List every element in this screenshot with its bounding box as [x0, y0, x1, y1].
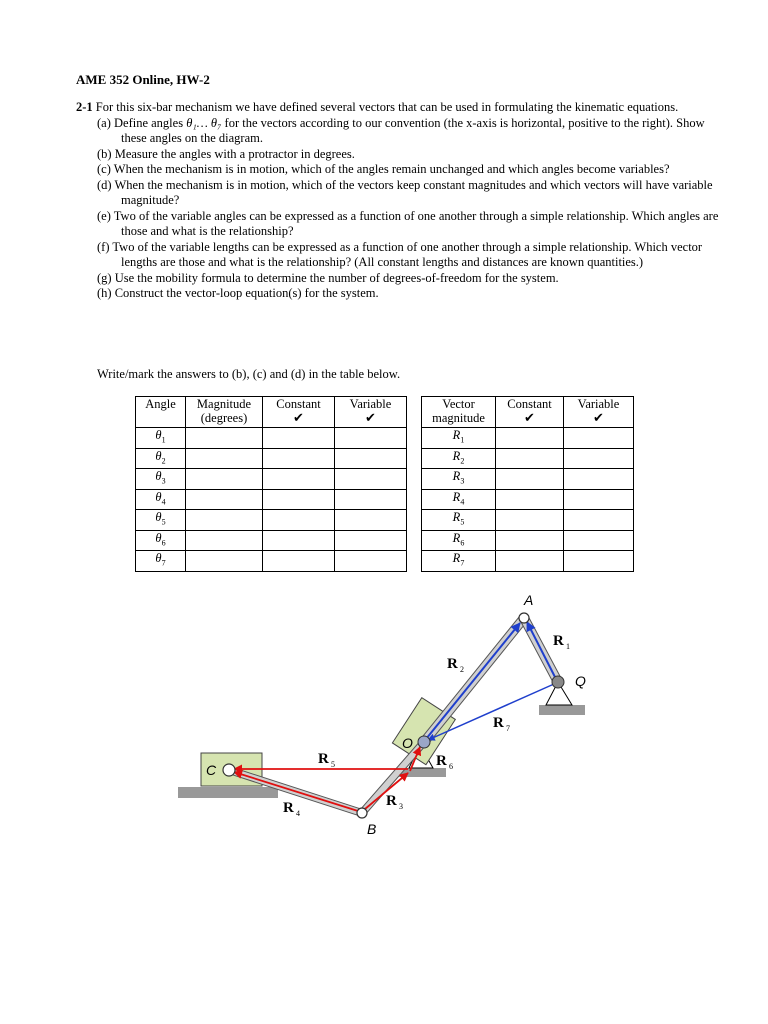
answer-cell[interactable]	[186, 489, 263, 510]
angle-row-4: $\theta_4$	[136, 489, 407, 510]
pin-q	[552, 676, 564, 688]
answer-cell[interactable]	[186, 551, 263, 572]
item-b: (b) Measure the angles with a protractor in degrees.	[97, 146, 355, 161]
svg-text:7: 7	[506, 724, 510, 733]
answer-cell[interactable]	[335, 551, 407, 572]
angle-header: Angle	[136, 397, 186, 428]
vector-table	[421, 396, 634, 572]
answer-cell[interactable]	[263, 510, 335, 531]
variable-header: Variable ✔	[564, 397, 634, 428]
item-a: (a) Define angles θ₁… θ₇ for the vectors according to our convention (the x-axis is horizontal, positive to the right). Show these angles on the diagram.	[97, 115, 705, 145]
item-g: (g) Use the mobility formula to determine the number of degrees-of-freedom for the system.	[97, 270, 559, 285]
item-h: (h) Construct the vector-loop equation(s) for the system.	[97, 286, 379, 300]
answer-cell[interactable]	[263, 530, 335, 551]
label-r2	[447, 656, 464, 674]
pin-c	[223, 764, 235, 776]
answer-cell[interactable]	[186, 428, 263, 449]
answer-cell[interactable]	[263, 469, 335, 490]
svg-text:1: 1	[566, 642, 570, 651]
vector-r1-arrow	[527, 622, 556, 679]
mechanism-diagram	[0, 585, 768, 855]
answer-cell[interactable]	[564, 469, 634, 490]
label-c: C	[206, 762, 217, 778]
angle-row-2: $\theta_2$	[136, 448, 407, 469]
svg-text:R: R	[386, 793, 397, 809]
answer-cell[interactable]	[564, 551, 634, 572]
angle-row-3: $\theta_3$	[136, 469, 407, 490]
pin-a	[519, 613, 529, 623]
item-c: (c) When the mechanism is in motion, which of the angles remain unchanged and which angles become variables?	[97, 162, 670, 176]
vector-row-6: $R_6$	[422, 530, 634, 551]
vector-header: Vector magnitude	[422, 397, 496, 428]
answer-cell[interactable]	[263, 551, 335, 572]
answer-cell[interactable]	[263, 489, 335, 510]
problem-2-1	[76, 100, 726, 302]
answer-cell[interactable]	[335, 448, 407, 469]
answer-cell[interactable]	[335, 428, 407, 449]
answer-cell[interactable]	[186, 530, 263, 551]
svg-text:R: R	[436, 753, 447, 769]
label-o: O	[402, 735, 413, 751]
answer-cell[interactable]	[496, 469, 564, 490]
answer-cell[interactable]	[564, 448, 634, 469]
label-q: Q	[575, 673, 586, 689]
ground-right	[539, 705, 585, 715]
answer-cell[interactable]	[496, 448, 564, 469]
svg-text:R: R	[493, 715, 504, 731]
answer-cell[interactable]	[335, 489, 407, 510]
answer-cell[interactable]	[335, 530, 407, 551]
angle-row-1: $\theta_1$	[136, 428, 407, 449]
check-icon: ✔	[593, 411, 604, 426]
vector-row-5: $R_5$	[422, 510, 634, 531]
answer-cell[interactable]	[564, 530, 634, 551]
check-icon: ✔	[524, 411, 535, 426]
answer-cell[interactable]	[335, 469, 407, 490]
ground-left	[178, 787, 278, 798]
variable-header: Variable ✔	[335, 397, 407, 428]
label-r3	[386, 793, 403, 811]
item-f: (f) Two of the variable lengths can be expressed as a function of one another through a simple relationship. Which vector lengths are those and what is the relationship? (All constant lengths and distances are known quantities.)	[97, 239, 703, 269]
answer-cell[interactable]	[496, 551, 564, 572]
check-icon: ✔	[365, 411, 376, 426]
table-instruction: Write/mark the answers to (b), (c) and (d) in the table below.	[97, 367, 401, 381]
item-d: (d) When the mechanism is in motion, which of the vectors keep constant magnitudes and which vectors will have variable magnitude?	[97, 177, 713, 207]
answer-cell[interactable]	[496, 530, 564, 551]
svg-text:4: 4	[296, 809, 300, 818]
problem-intro: 2-1 For this six-bar mechanism we have defined several vectors that can be used in formulating the kinematic equations.	[76, 100, 679, 114]
answer-cell[interactable]	[564, 510, 634, 531]
label-a: A	[524, 592, 534, 608]
check-icon: ✔	[293, 411, 304, 426]
constant-header: Constant ✔	[263, 397, 335, 428]
angle-row-5: $\theta_5$	[136, 510, 407, 531]
answer-cell[interactable]	[186, 510, 263, 531]
item-e: (e) Two of the variable angles can be expressed as a function of one another through a simple relationship. Which angles are those and what is the relationship?	[97, 208, 719, 238]
svg-text:R: R	[553, 633, 564, 649]
magnitude-header: Magnitude (degrees)	[186, 397, 263, 428]
vector-r2-arrow	[426, 623, 520, 739]
vector-row-2: $R_2$	[422, 448, 634, 469]
vector-row-7: $R_7$	[422, 551, 634, 572]
svg-text:2: 2	[460, 665, 464, 674]
answer-cell[interactable]	[564, 428, 634, 449]
svg-text:R: R	[283, 800, 294, 816]
label-r5	[318, 751, 335, 769]
answer-cell[interactable]	[496, 428, 564, 449]
vector-row-3: $R_3$	[422, 469, 634, 490]
pin-b	[357, 808, 367, 818]
label-r4	[283, 800, 300, 818]
answer-cell[interactable]	[496, 510, 564, 531]
answer-cell[interactable]	[335, 510, 407, 531]
vector-row-4: $R_4$	[422, 489, 634, 510]
svg-text:5: 5	[331, 760, 335, 769]
vector-row-1: $R_1$	[422, 428, 634, 449]
angle-row-6: $\theta_6$	[136, 530, 407, 551]
answer-cell[interactable]	[496, 489, 564, 510]
page-title: AME 352 Online, HW-2	[76, 72, 210, 87]
answer-cell[interactable]	[186, 469, 263, 490]
angle-row-7: $\theta_7$	[136, 551, 407, 572]
answer-cell[interactable]	[263, 428, 335, 449]
angle-table	[135, 396, 407, 572]
problem-number: 2-1	[76, 100, 93, 114]
svg-text:R: R	[447, 656, 458, 672]
label-r1	[553, 633, 570, 651]
label-r7	[493, 715, 510, 733]
pin-o	[418, 736, 430, 748]
svg-text:R: R	[318, 751, 329, 767]
answer-cell[interactable]	[564, 489, 634, 510]
svg-text:3: 3	[399, 802, 403, 811]
constant-header: Constant ✔	[496, 397, 564, 428]
label-r6	[436, 753, 453, 771]
answer-cell[interactable]	[263, 448, 335, 469]
svg-text:6: 6	[449, 762, 453, 771]
answer-cell[interactable]	[186, 448, 263, 469]
label-b: B	[367, 821, 377, 837]
